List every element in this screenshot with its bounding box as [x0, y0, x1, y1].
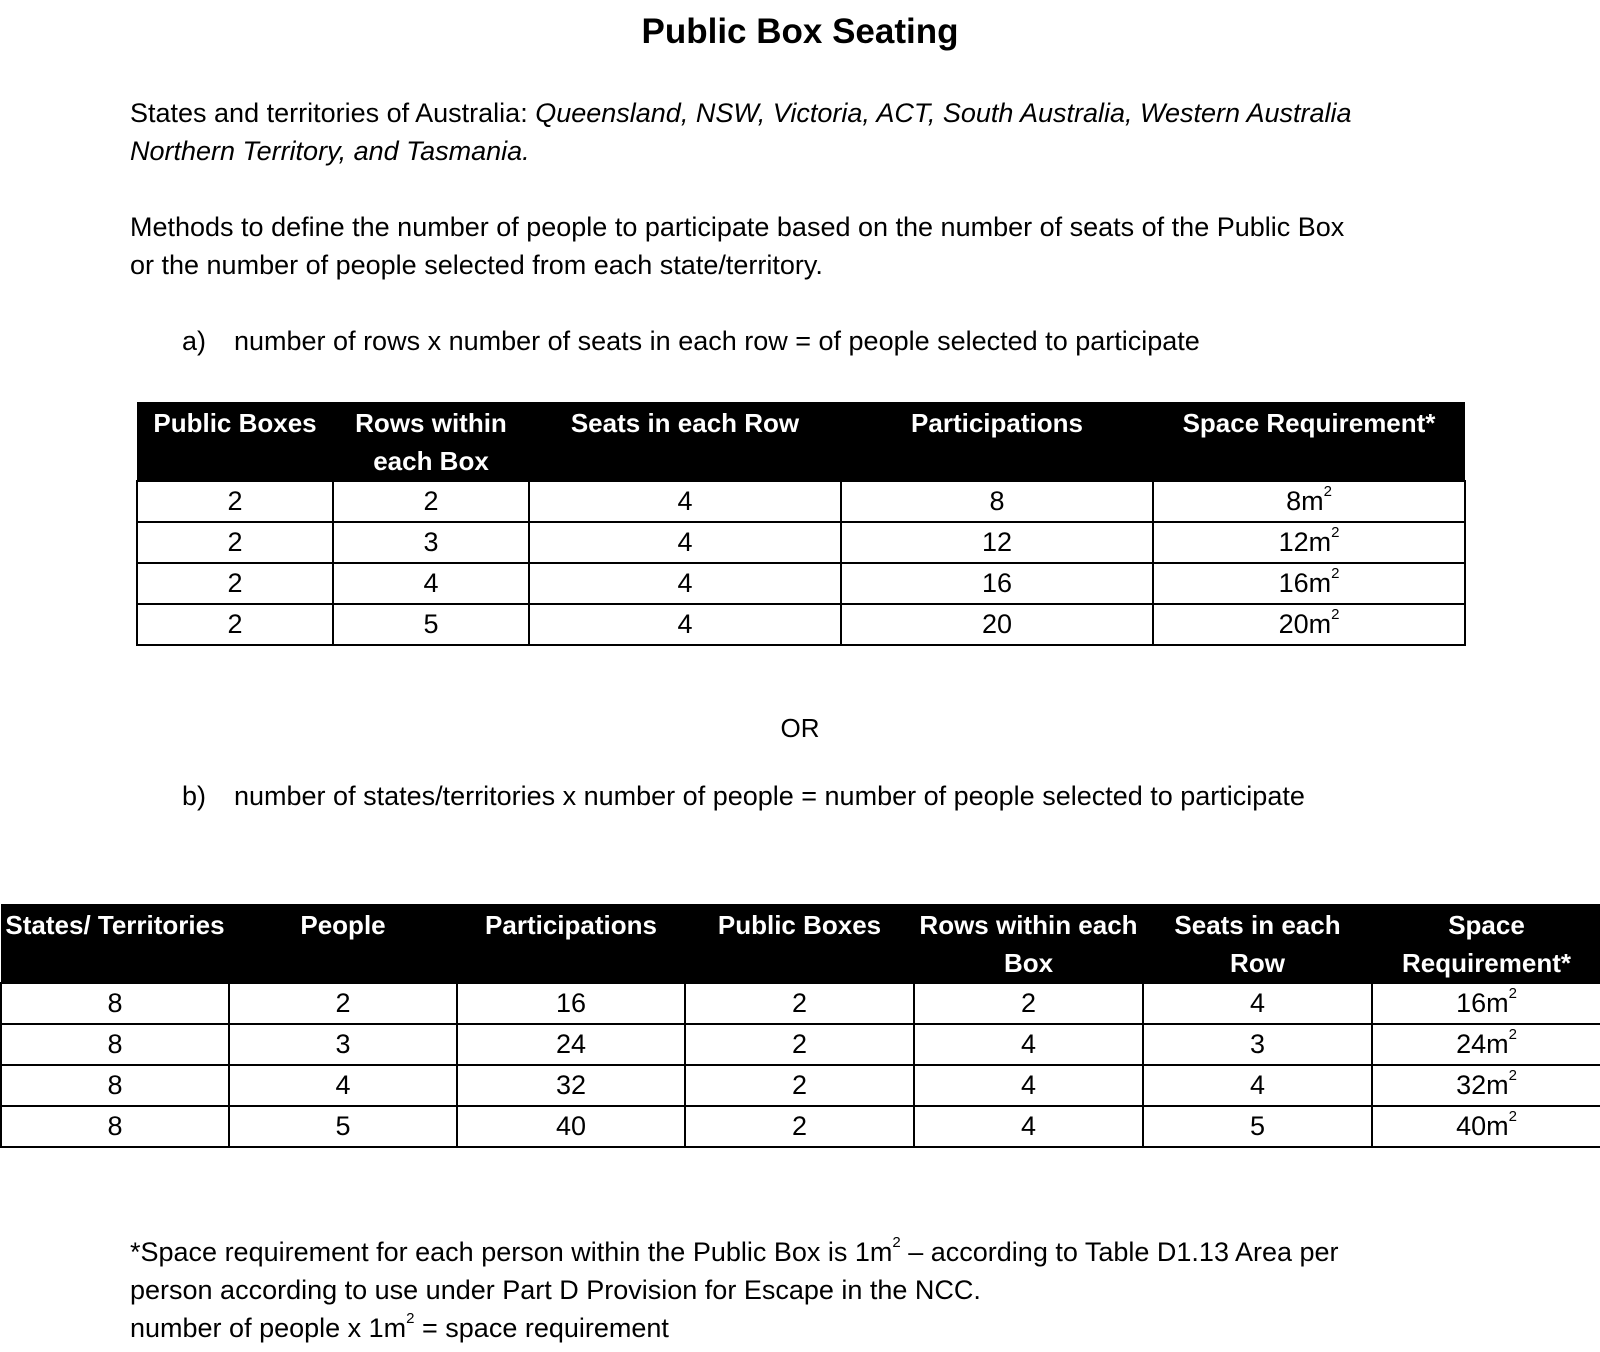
table-cell: 4 — [529, 604, 841, 645]
superscript: 2 — [406, 1310, 415, 1327]
superscript: 2 — [1508, 1108, 1517, 1125]
superscript: 2 — [1323, 483, 1332, 500]
table-cell — [1372, 1106, 1600, 1147]
method-b — [182, 777, 1305, 815]
table-a — [136, 402, 1466, 646]
space-value: 40m — [1456, 1111, 1509, 1141]
or-separator: OR — [780, 713, 820, 743]
table-row — [1, 1106, 1600, 1147]
space-value: 24m — [1456, 1029, 1509, 1059]
table-a-header: Seats in each Row — [529, 402, 841, 481]
superscript: 2 — [1508, 985, 1517, 1002]
footnote-line-1b: – according to Table D1.13 Area per — [900, 1237, 1339, 1267]
table-a-header: Space Requirement* — [1153, 402, 1465, 481]
table-row — [137, 522, 1465, 563]
table-cell — [1372, 983, 1600, 1024]
table-row — [137, 481, 1465, 522]
table-cell: 4 — [914, 1065, 1143, 1106]
methods-paragraph — [130, 208, 1570, 284]
table-b-header: Rows within each Box — [914, 904, 1143, 983]
table-cell: 3 — [229, 1024, 457, 1065]
space-value: 16m — [1278, 568, 1332, 598]
table-row — [137, 563, 1465, 604]
table-cell: 2 — [137, 522, 333, 563]
states-paragraph — [130, 94, 1570, 170]
table-cell: 8 — [1, 1024, 229, 1065]
method-b-text: number of states/territories x number of people = number of people selected to participate — [234, 781, 1305, 811]
table-cell: 8 — [1, 983, 229, 1024]
table-cell: 16 — [457, 983, 685, 1024]
table-b-header: Participations — [457, 904, 685, 983]
footnote — [130, 1233, 1570, 1347]
method-a — [182, 322, 1200, 360]
table-cell: 3 — [333, 522, 529, 563]
table-cell — [1372, 1024, 1600, 1065]
table-b-header: People — [229, 904, 457, 983]
table-cell: 4 — [529, 563, 841, 604]
table-row — [1, 1024, 1600, 1065]
table-a-header: Rows within each Box — [333, 402, 529, 481]
table-cell — [1153, 563, 1465, 604]
page-title: Public Box Seating — [641, 12, 959, 51]
table-cell: 20 — [841, 604, 1153, 645]
table-cell: 2 — [685, 983, 914, 1024]
table-cell: 4 — [914, 1106, 1143, 1147]
table-cell: 2 — [333, 481, 529, 522]
footnote-line-1a: *Space requirement for each person within the Public Box is 1m — [130, 1237, 893, 1267]
method-b-marker: b) — [182, 781, 207, 811]
table-cell — [1153, 481, 1465, 522]
table-cell: 3 — [1143, 1024, 1372, 1065]
table-cell: 2 — [685, 1065, 914, 1106]
superscript: 2 — [1331, 606, 1340, 623]
table-cell: 2 — [685, 1024, 914, 1065]
table-cell: 16 — [841, 563, 1153, 604]
table-cell: 2 — [137, 481, 333, 522]
footnote-line-3b: = space requirement — [414, 1313, 669, 1343]
table-b-header: Public Boxes — [685, 904, 914, 983]
table-cell: 8 — [1, 1106, 229, 1147]
table-cell: 40 — [457, 1106, 685, 1147]
table-cell: 4 — [1143, 1065, 1372, 1106]
superscript: 2 — [1508, 1026, 1517, 1043]
table-cell: 2 — [137, 563, 333, 604]
states-list-2: Northern Territory, and Tasmania. — [130, 136, 530, 166]
space-value: 20m — [1278, 609, 1332, 639]
table-cell: 4 — [333, 563, 529, 604]
table-cell: 8 — [1, 1065, 229, 1106]
table-b-header: Space Requirement* — [1372, 904, 1600, 983]
table-cell: 4 — [914, 1024, 1143, 1065]
space-value: 12m — [1278, 527, 1332, 557]
method-a-text: number of rows x number of seats in each row = of people selected to participate — [234, 326, 1200, 356]
table-a-header: Public Boxes — [137, 402, 333, 481]
table-b-header: States/ Territories — [1, 904, 229, 983]
space-value: 8m — [1286, 486, 1324, 516]
table-a-header-row — [137, 402, 1465, 481]
table-cell: 2 — [914, 983, 1143, 1024]
method-a-marker: a) — [182, 326, 207, 356]
superscript: 2 — [1331, 565, 1340, 582]
table-row — [1, 983, 1600, 1024]
footnote-line-3a: number of people x 1m — [130, 1313, 407, 1343]
table-cell: 32 — [457, 1065, 685, 1106]
table-cell: 12 — [841, 522, 1153, 563]
space-value: 16m — [1456, 988, 1509, 1018]
table-cell: 24 — [457, 1024, 685, 1065]
table-a-header: Participations — [841, 402, 1153, 481]
table-cell: 4 — [229, 1065, 457, 1106]
space-value: 32m — [1456, 1070, 1509, 1100]
superscript: 2 — [1331, 524, 1340, 541]
footnote-line-2: person according to use under Part D Provision for Escape in the NCC. — [130, 1275, 981, 1305]
table-cell: 2 — [685, 1106, 914, 1147]
states-list-1: Queensland, NSW, Victoria, ACT, South Australia, Western Australia — [535, 98, 1352, 128]
methods-line-2: or the number of people selected from each state/territory. — [130, 250, 823, 280]
states-lead: States and territories of Australia: — [130, 98, 536, 128]
table-cell: 4 — [529, 481, 841, 522]
table-cell: 5 — [1143, 1106, 1372, 1147]
table-cell: 2 — [137, 604, 333, 645]
table-cell: 5 — [229, 1106, 457, 1147]
table-cell — [1153, 604, 1465, 645]
table-row — [137, 604, 1465, 645]
methods-line-1: Methods to define the number of people to participate based on the number of seats of the Public Box — [130, 212, 1345, 242]
table-cell: 4 — [529, 522, 841, 563]
superscript: 2 — [892, 1234, 901, 1251]
table-b — [0, 904, 1600, 1148]
superscript: 2 — [1508, 1067, 1517, 1084]
table-cell: 2 — [229, 983, 457, 1024]
table-b-header: Seats in each Row — [1143, 904, 1372, 983]
table-b-header-row — [1, 904, 1600, 983]
table-cell: 5 — [333, 604, 529, 645]
table-cell — [1372, 1065, 1600, 1106]
table-cell: 8 — [841, 481, 1153, 522]
table-row — [1, 1065, 1600, 1106]
table-cell — [1153, 522, 1465, 563]
table-cell: 4 — [1143, 983, 1372, 1024]
